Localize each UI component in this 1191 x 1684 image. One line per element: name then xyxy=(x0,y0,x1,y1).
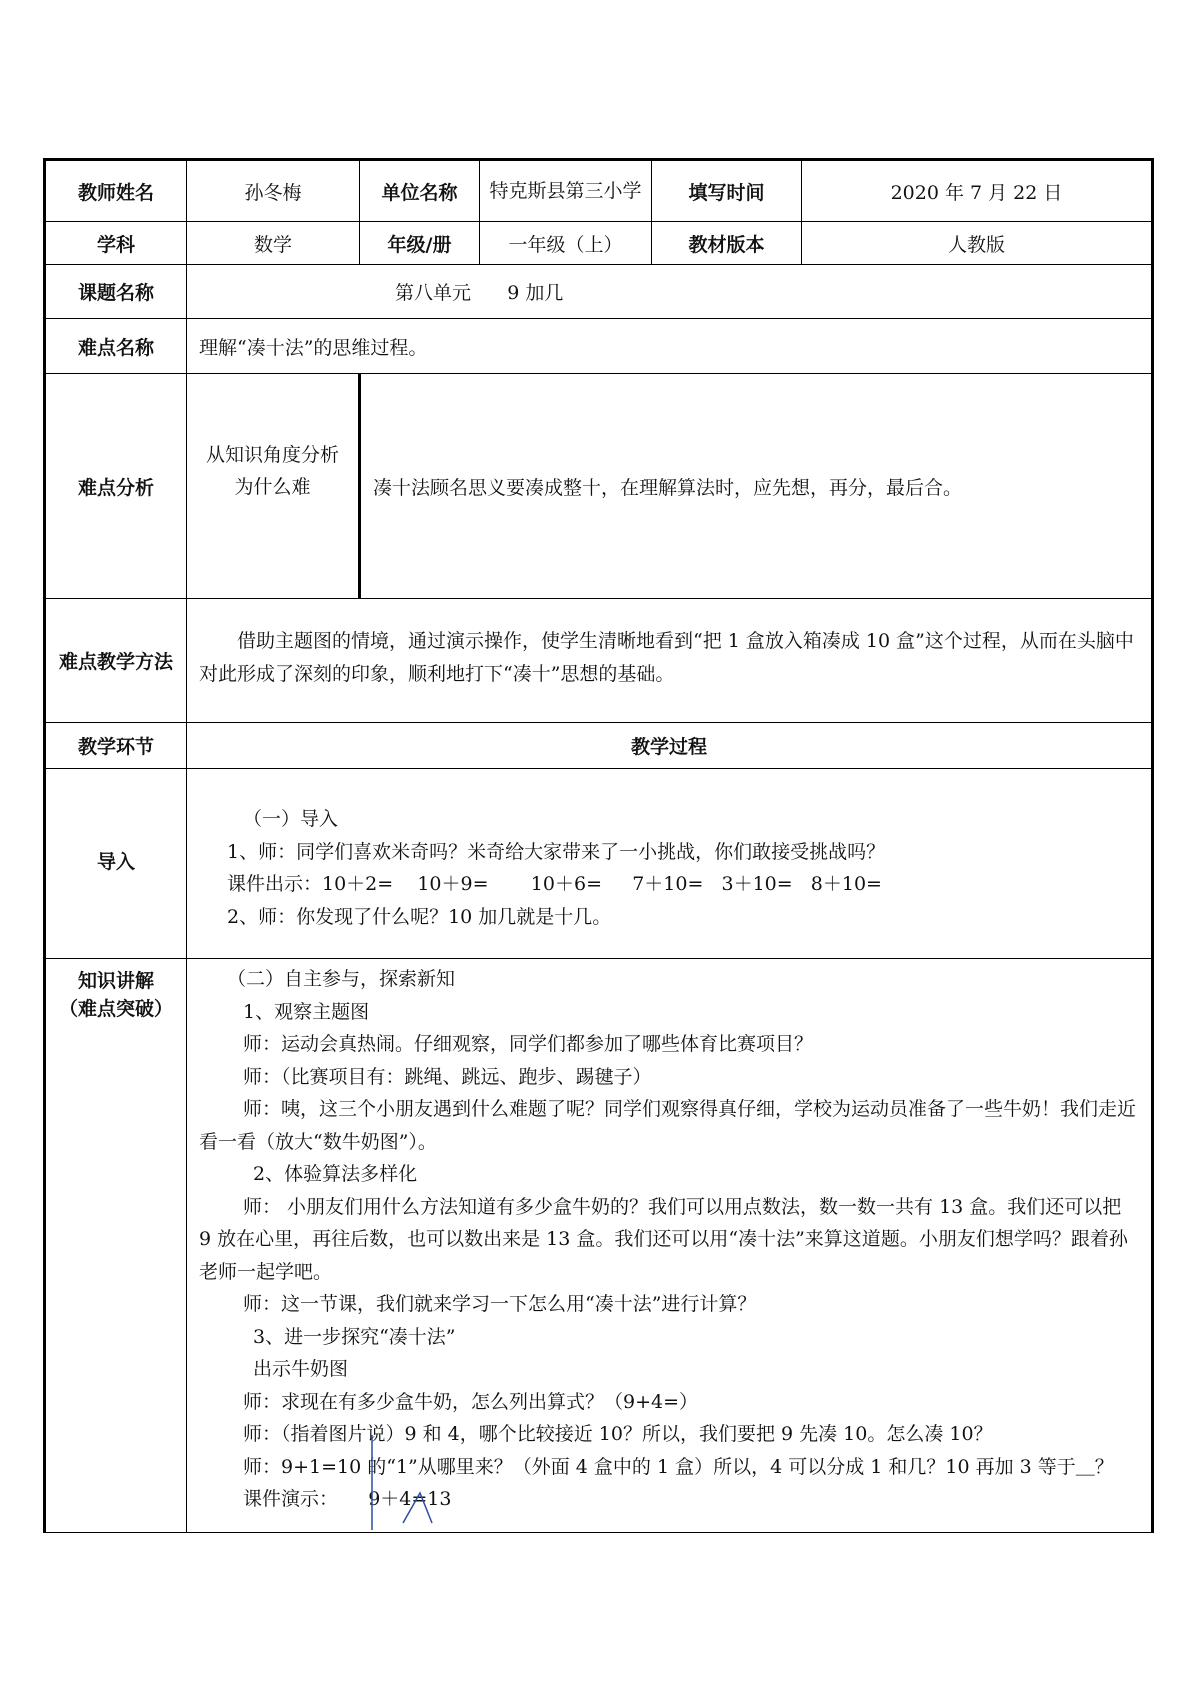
topic-value: 第八单元 9 加几 xyxy=(187,265,1153,319)
knowledge-label xyxy=(45,959,187,1533)
analysis-sub-label-text: 从知识角度分析为什么难 xyxy=(205,444,339,498)
knowledge-label-line1: 知识讲解 xyxy=(77,970,154,992)
knowledge-line: 课件演示： 9＋4=13 xyxy=(243,1488,452,1510)
knowledge-content xyxy=(187,959,1153,1533)
grade-value: 一年级（上） xyxy=(480,222,652,265)
knowledge-line: 3、进一步探究“凑十法” xyxy=(253,1325,456,1348)
intro-label xyxy=(45,769,187,959)
knowledge-row xyxy=(45,959,1153,1533)
lesson-plan-table xyxy=(43,158,1154,1533)
method-text: 借助主题图的情境，通过演示操作，使学生清晰地看到“把 1 盒放入箱凑成 10 盒”这个过程，从而在头脑中对此形成了深刻的印象，顺利地打下“凑十”思想的基础。 xyxy=(199,629,1134,685)
analysis-sub-label xyxy=(187,374,360,599)
method-row xyxy=(45,599,1153,723)
knowledge-line: 师：9+1=10 的“1”从哪里来？（外面 4 盒中的 1 盒）所以，4 可以分成 1 和几？10 再加 3 等于＿？ xyxy=(243,1455,1114,1478)
edition-label: 教材版本 xyxy=(652,222,802,265)
knowledge-line: 师：运动会真热闹。仔细观察，同学们都参加了哪些体育比赛项目？ xyxy=(243,1033,814,1055)
intro-line: 2、师：你发现了什么呢？10 加几就是十几。 xyxy=(227,905,612,928)
knowledge-line: 师： 小朋友们用什么方法知道有多少盒牛奶的？我们可以用点数法，数一数一共有 13 盒。我们还可以把 9 放在心里，再往后数，也可以数出来是 13 盒。我们还可以用“凑十法”来算这道题。小朋友们想学吗？跟着孙老师一起学吧。 xyxy=(199,1195,1128,1283)
knowledge-line: 师：这一节课，我们就来学习一下怎么用“凑十法”进行计算？ xyxy=(243,1293,757,1315)
header-row-2 xyxy=(45,222,1153,265)
header-row-1 xyxy=(45,160,1153,222)
teacher-name-label: 教师姓名 xyxy=(45,160,187,222)
difficulty-row xyxy=(45,319,1153,374)
intro-line: 课件出示：10＋2= 10＋9= 10＋6= 7＋10= 3＋10= 8＋10= xyxy=(227,873,882,895)
unit-name-value: 特克斯县第三小学 xyxy=(480,160,652,222)
stage-header-label: 教学环节 xyxy=(45,723,187,769)
fill-date-value: 2020 年 7 月 22 日 xyxy=(802,160,1153,222)
process-header-row xyxy=(45,723,1153,769)
edition-value: 人教版 xyxy=(802,222,1153,265)
intro-row xyxy=(45,769,1153,959)
subject-label: 学科 xyxy=(45,222,187,265)
fill-date-label: 填写时间 xyxy=(652,160,802,222)
knowledge-label-line2: （难点突破） xyxy=(58,998,173,1020)
grade-label: 年级/册 xyxy=(360,222,480,265)
intro-line: （一）导入 xyxy=(243,808,339,830)
intro-line: 1、师：同学们喜欢米奇吗？米奇给大家带来了一小挑战，你们敢接受挑战吗？ xyxy=(227,840,886,863)
analysis-value: 凑十法顾名思义要凑成整十，在理解算法时，应先想，再分，最后合。 xyxy=(360,374,1153,599)
knowledge-line: 师：咦，这三个小朋友遇到什么难题了呢？同学们观察得真仔细，学校为运动员准备了一些牛奶！我们走近看一看（放大“数牛奶图”）。 xyxy=(199,1098,1137,1153)
analysis-row xyxy=(45,374,1153,599)
topic-row xyxy=(45,265,1153,319)
knowledge-line: （二）自主参与，探索新知 xyxy=(227,968,456,990)
knowledge-line: 出示牛奶图 xyxy=(253,1358,349,1380)
teacher-name-value: 孙冬梅 xyxy=(187,160,360,222)
knowledge-line: 1、观察主题图 xyxy=(243,1000,370,1023)
method-label: 难点教学方法 xyxy=(45,599,187,723)
topic-label: 课题名称 xyxy=(45,265,187,319)
difficulty-value: 理解“凑十法”的思维过程。 xyxy=(187,319,1153,374)
intro-label-text: 导入 xyxy=(96,851,135,873)
unit-name-label: 单位名称 xyxy=(360,160,480,222)
knowledge-line: 师：（指着图片说）9 和 4，哪个比较接近 10？所以，我们要把 9 先凑 10。怎么凑 10？ xyxy=(243,1423,993,1445)
knowledge-line: 2、体验算法多样化 xyxy=(253,1163,418,1185)
process-header-label: 教学过程 xyxy=(187,723,1153,769)
difficulty-label: 难点名称 xyxy=(45,319,187,374)
intro-content xyxy=(187,769,1153,959)
analysis-label: 难点分析 xyxy=(45,374,187,599)
knowledge-line: 师：（比赛项目有：跳绳、跳远、跑步、踢毽子） xyxy=(243,1065,652,1088)
method-value xyxy=(187,599,1153,723)
subject-value: 数学 xyxy=(187,222,360,265)
knowledge-line: 师：求现在有多少盒牛奶，怎么列出算式？（9+4=） xyxy=(243,1390,699,1413)
